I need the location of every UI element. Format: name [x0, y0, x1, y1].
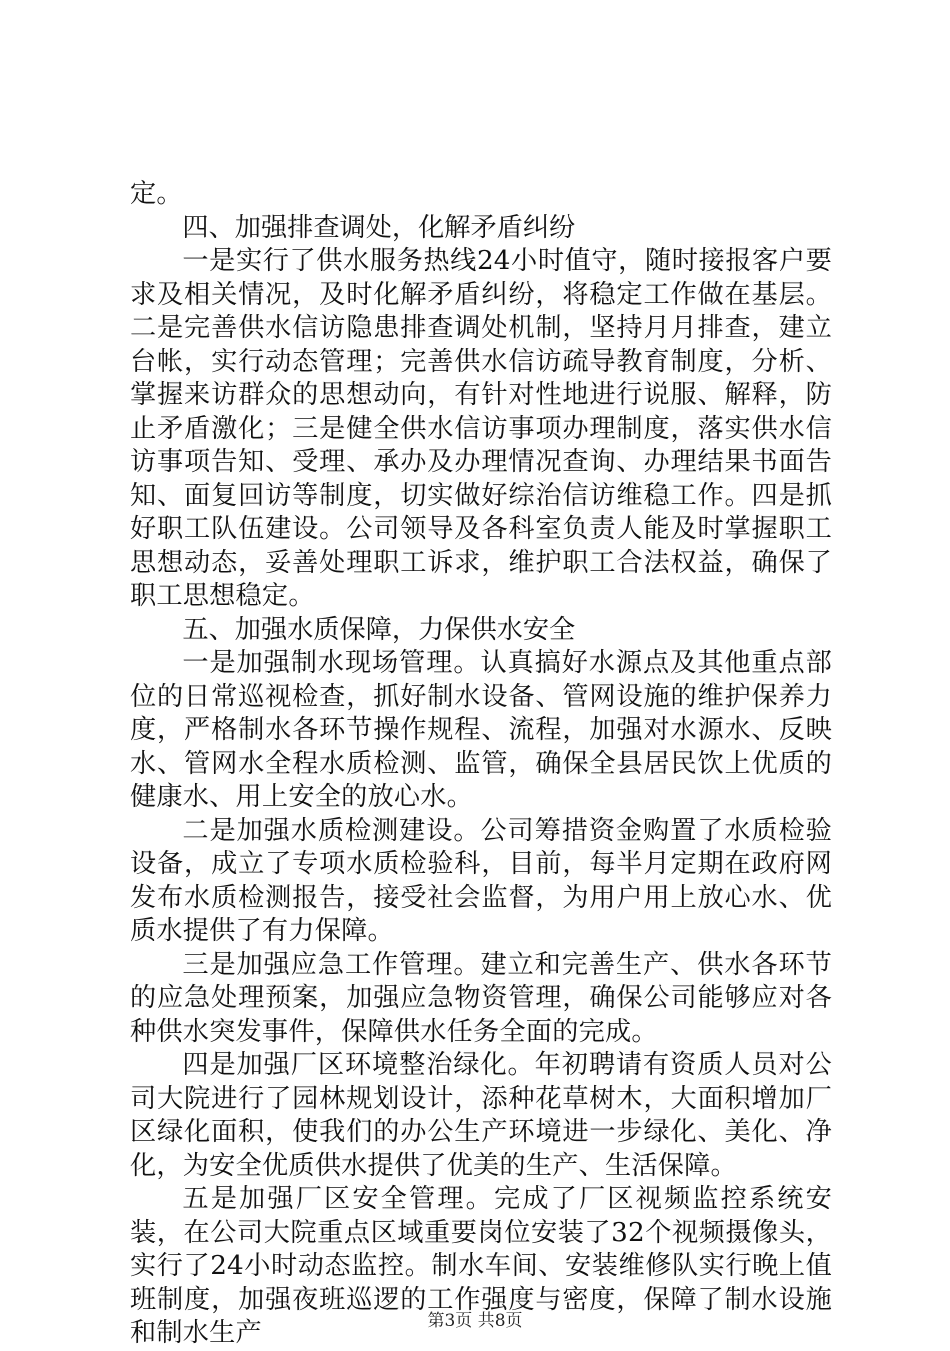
paragraph: 二是加强水质检测建设。公司筹措资金购置了水质检验设备，成立了专项水质检验科，目前，每半月定期在政府网发布水质检测报告，接受社会监督，为用户用上放心水、优质水提供了有力保障。	[130, 815, 832, 946]
document-body	[130, 178, 832, 1351]
section-heading-5: 五、加强水质保障，力保供水安全	[182, 614, 576, 645]
paragraph: 三是加强应急工作管理。建立和完善生产、供水各环节的应急处理预案，加强应急物资管理，确保公司能够应对各种供水突发事件，保障供水任务全面的完成。	[130, 949, 832, 1047]
page-footer	[0, 1306, 950, 1331]
paragraph: 一是加强制水现场管理。认真搞好水源点及其他重点部位的日常巡视检查，抓好制水设备、管网设施的维护保养力度，严格制水各环节操作规程、流程，加强对水源水、反映水、管网水全程水质检测、监管，确保全县居民饮上优质的健康水、用上安全的放心水。	[130, 648, 832, 812]
paragraph-continuation: 定。	[130, 179, 183, 209]
section-heading-4: 四、加强排查调处，化解矛盾纠纷	[182, 212, 576, 243]
page-number-label: 第3页 共8页	[427, 1311, 523, 1331]
paragraph: 四是加强厂区环境整治绿化。年初聘请有资质人员对公司大院进行了园林规划设计，添种花草树木，大面积增加厂区绿化面积，使我们的办公生产环境进一步绿化、美化、净化，为安全优质供水提供了优美的生产、生活保障。	[130, 1050, 832, 1181]
paragraph: 五是加强厂区安全管理。完成了厂区视频监控系统安装，在公司大院重点区域重要岗位安装了32个视频摄像头，实行了24小时动态监控。制水车间、安装维修队实行晚上值班制度，加强夜班巡逻的工作强度与密度，保障了制水设施和制水生产	[130, 1184, 832, 1348]
paragraph: 一是实行了供水服务热线24小时值守，随时接报客户要求及相关情况，及时化解矛盾纠纷，将稳定工作做在基层。二是完善供水信访隐患排查调处机制，坚持月月排查，建立台帐，实行动态管理；完善供水信访疏导教育制度，分析、掌握来访群众的思想动向，有针对性地进行说服、解释，防止矛盾激化；三是健全供水信访事项办理制度，落实供水信访事项告知、受理、承办及办理情况查询、办理结果书面告知、面复回访等制度，切实做好综治信访维稳工作。四是抓好职工队伍建设。公司领导及各科室负责人能及时掌握职工思想动态，妥善处理职工诉求，维护职工合法权益，确保了职工思想稳定。	[130, 246, 832, 611]
